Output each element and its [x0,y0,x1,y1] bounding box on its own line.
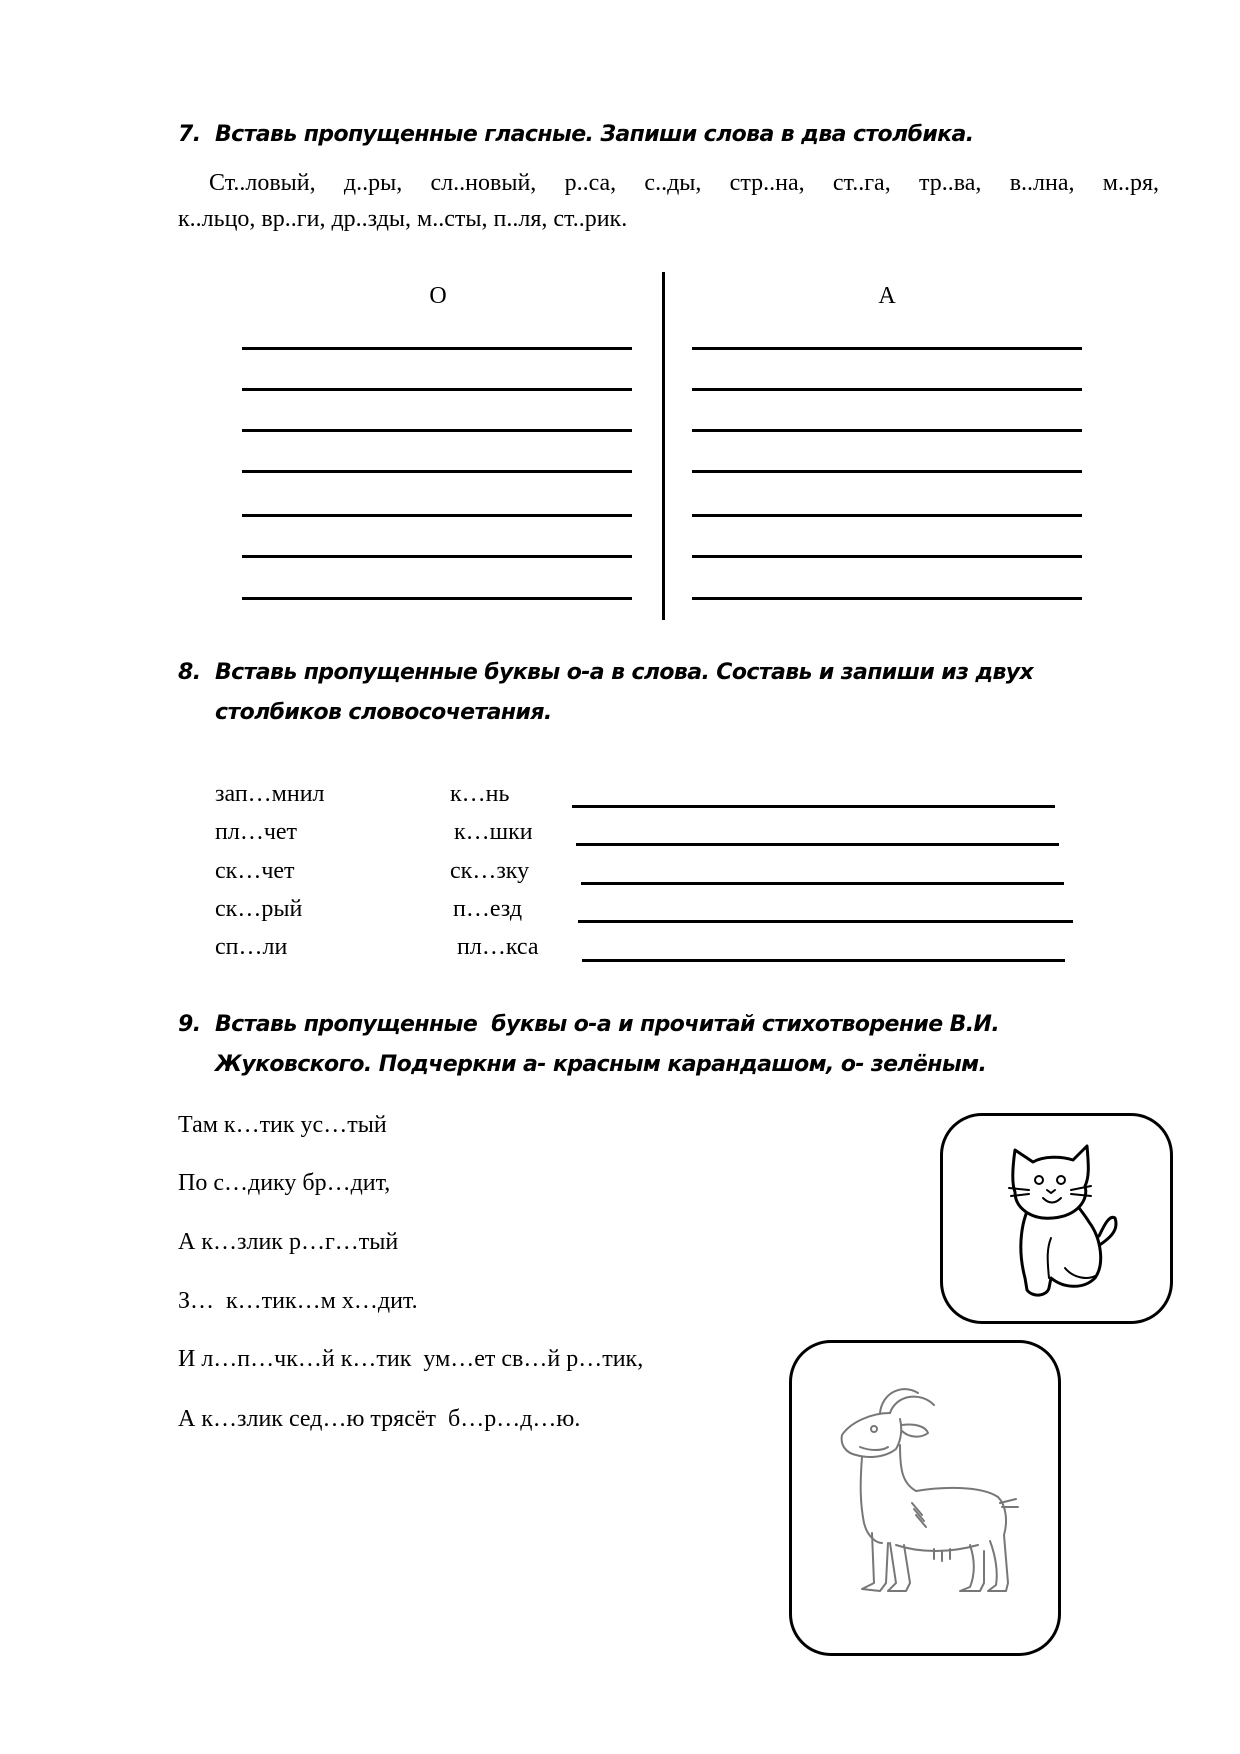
column-header-a: А [878,283,896,309]
task8-left-word-5: сп…ли [215,934,288,960]
task9-title-line2: Жуковского. Подчеркни а- красным карандашом, о- зелёным. [215,1052,987,1077]
answer-line-a-2[interactable] [692,388,1082,391]
poem-line-3: А к…злик р…г…тый [178,1229,399,1255]
answer-line-o-4[interactable] [242,470,632,473]
task8-left-word-3: ск…чет [215,858,295,884]
answer-line-a-4[interactable] [692,470,1082,473]
poem-line-1: Там к…тик ус…тый [178,1112,387,1138]
answer-line-o-5[interactable] [242,514,632,517]
task8-answer-line-3[interactable] [581,882,1064,885]
goat-picture-frame [789,1340,1061,1656]
task8-right-word-4: п…езд [453,896,523,922]
task8-right-word-5: пл…кса [457,934,539,960]
task8-left-word-4: ск…рый [215,896,303,922]
task7-words-line1: Ст..ловый, д..ры, сл..новый, р..са, с..ды, стр..на, ст..га, тр..ва, в..лна, м..ря, [209,170,1159,196]
task8-right-word-1: к…нь [450,781,510,807]
goat-icon [830,1373,1030,1613]
task8-title-line2: столбиков словосочетания. [215,700,552,725]
task8-number: 8. [178,660,201,685]
task7-words-line2: к..льцо, вр..ги, др..зды, м..сты, п..ля, ст..рик. [178,206,628,232]
answer-line-a-6[interactable] [692,555,1082,558]
answer-line-o-6[interactable] [242,555,632,558]
task8-left-word-1: зап…мнил [215,781,325,807]
answer-line-a-1[interactable] [692,347,1082,350]
cat-picture-frame [940,1113,1173,1324]
task8-answer-line-4[interactable] [578,920,1073,923]
task7-heading [178,122,973,147]
task8-answer-line-5[interactable] [582,959,1065,962]
poem-line-6: А к…злик сед…ю трясёт б…р…д…ю. [178,1406,581,1432]
task8-heading [178,660,1033,685]
answer-line-a-7[interactable] [692,597,1082,600]
task9-number: 9. [178,1012,201,1037]
task8-answer-line-1[interactable] [572,805,1055,808]
poem-line-5: И л…п…чк…й к…тик ум…ет св…й р…тик, [178,1346,644,1372]
task8-left-word-2: пл…чет [215,819,298,845]
answer-line-o-1[interactable] [242,347,632,350]
answer-line-o-3[interactable] [242,429,632,432]
task9-title-line1: Вставь пропущенные буквы о-а и прочитай стихотворение В.И. [215,1012,1000,1037]
poem-line-2: По с…дику бр…дит, [178,1170,391,1196]
answer-line-a-5[interactable] [692,514,1082,517]
answer-line-o-2[interactable] [242,388,632,391]
task8-right-word-3: ск…зку [450,858,530,884]
answer-line-o-7[interactable] [242,597,632,600]
poem-line-4: З… к…тик…м х…дит. [178,1288,418,1314]
task8-right-word-2: к…шки [454,819,533,845]
task7-title: Вставь пропущенные гласные. Запиши слова в два столбика. [215,122,974,147]
answer-line-a-3[interactable] [692,429,1082,432]
task8-title-line1: Вставь пропущенные буквы о-а в слова. Составь и запиши из двух [215,660,1034,685]
column-divider [662,272,665,620]
column-header-o: О [429,283,447,309]
task9-heading [178,1012,999,1037]
task8-answer-line-2[interactable] [576,843,1059,846]
task7-number: 7. [178,122,201,147]
cat-icon [1003,1138,1123,1308]
